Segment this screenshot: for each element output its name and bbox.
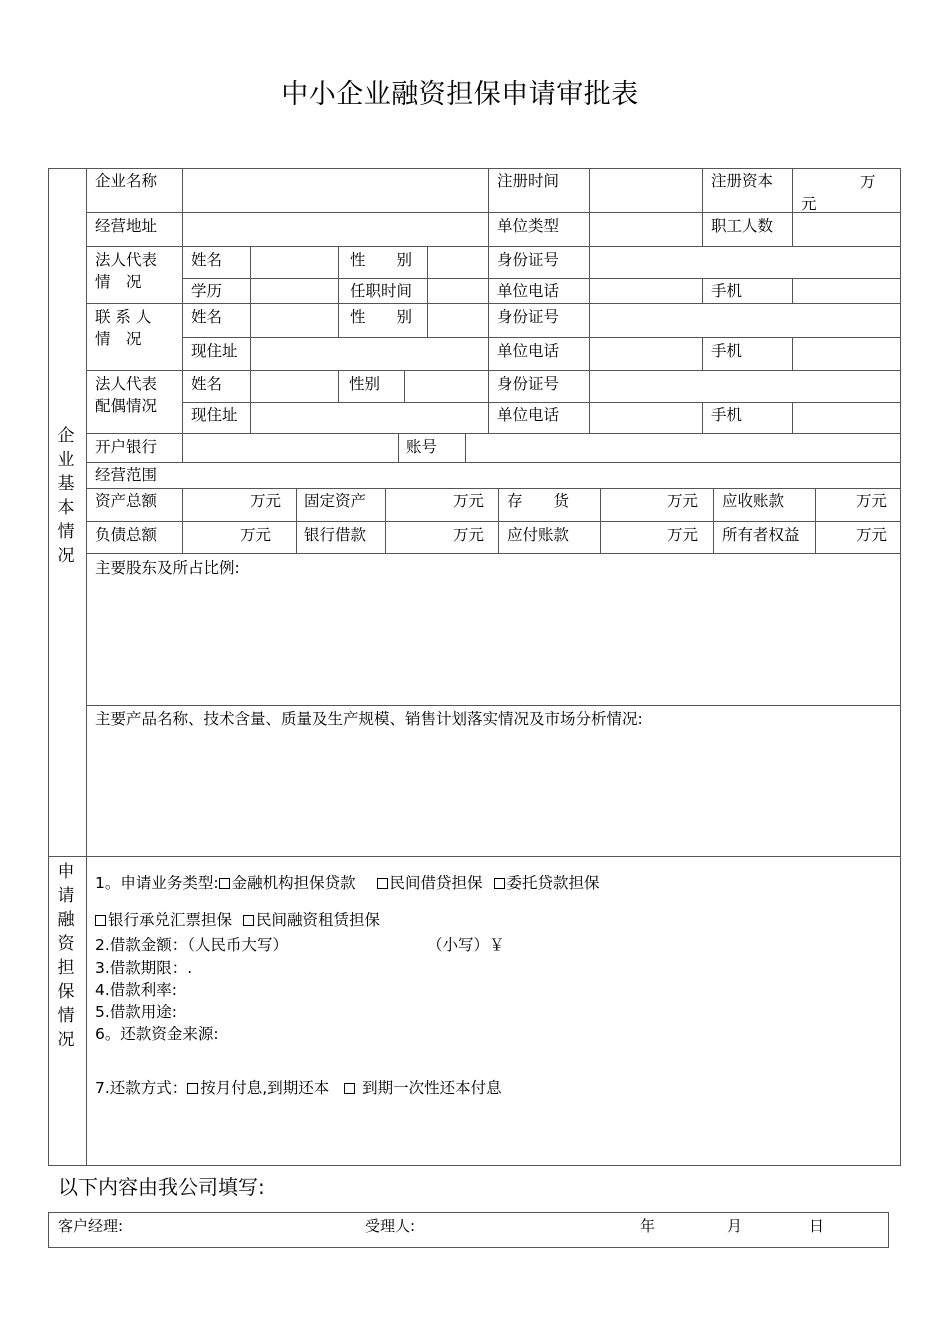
account-manager-label: 客户经理: [58, 1217, 124, 1235]
business-type-row [95, 872, 600, 894]
option-private-loan: 民间借贷担保 [389, 874, 483, 892]
repayment-source-label: 6。还款资金来源: [95, 1025, 219, 1043]
legal-rep-id-label: 身份证号 [497, 251, 560, 269]
option-financial-leasing: 民间融资租赁担保 [255, 911, 380, 929]
contact-label: 联 系 人 [95, 308, 152, 326]
contact-gender-label: 性 别 [350, 308, 413, 326]
reg-capital-label: 注册资本 [711, 172, 774, 190]
spouse-name-label: 姓名 [191, 375, 223, 393]
loan-rate-label: 4.借款利率: [95, 981, 178, 999]
receivable-unit: 万元 [856, 492, 888, 510]
section-label-guarantee-application: 申请融资担保情况 [57, 862, 75, 1050]
bank-label: 开户银行 [95, 438, 158, 456]
scope-label: 经营范围 [95, 466, 158, 484]
address-label: 经营地址 [95, 217, 158, 235]
legal-rep-label: 法人代表 [95, 251, 158, 269]
spouse-unit-phone-label: 单位电话 [497, 406, 560, 424]
spouse-id-label: 身份证号 [497, 375, 560, 393]
receivable-label: 应收账款 [722, 492, 785, 510]
handler-label: 受理人: [365, 1217, 416, 1235]
contact-id-label: 身份证号 [497, 308, 560, 326]
staff-count-label: 职工人数 [711, 217, 774, 235]
spouse-residence-label: 现住址 [191, 406, 238, 424]
checkbox-entrusted-loan[interactable] [494, 878, 505, 889]
loan-purpose-label: 5.借款用途: [95, 1003, 178, 1021]
spouse-label: 法人代表 [95, 375, 158, 393]
option-financial-loan: 金融机构担保贷款 [231, 874, 356, 892]
total-liabilities-unit: 万元 [240, 526, 272, 544]
approval-box [48, 1212, 889, 1248]
bank-loan-unit: 万元 [453, 526, 485, 544]
total-liabilities-label: 负债总额 [95, 526, 158, 544]
tenure-label: 任职时间 [350, 282, 413, 300]
option-entrusted-loan: 委托贷款担保 [506, 874, 600, 892]
equity-label: 所有者权益 [722, 526, 800, 544]
page-title: 中小企业融资担保申请审批表 [281, 79, 639, 110]
company-section-heading: 以下内容由我公司填写: [58, 1175, 265, 1199]
reg-time-label: 注册时间 [497, 172, 560, 190]
spouse-gender-label: 性别 [349, 375, 381, 393]
repayment-method-row [95, 1077, 502, 1099]
checkbox-acceptance-bill[interactable] [95, 915, 106, 926]
loan-amount-numeric-label: （小写）￥ [427, 936, 505, 954]
reg-capital-unit-wan: 万 [860, 173, 876, 191]
legal-rep-mobile-label: 手机 [711, 282, 743, 300]
option-monthly-interest: 按月付息,到期还本 [200, 1079, 330, 1097]
option-acceptance-bill: 银行承兑汇票担保 [108, 911, 233, 929]
contact-label-2: 情 况 [95, 330, 142, 348]
checkbox-monthly-interest[interactable] [187, 1083, 198, 1094]
contact-mobile-label: 手机 [711, 342, 743, 360]
unit-type-label: 单位类型 [497, 217, 560, 235]
legal-rep-gender-label: 性 别 [350, 251, 413, 269]
date-year-label: 年 [640, 1217, 656, 1235]
fixed-assets-label: 固定资产 [304, 492, 367, 510]
inventory-unit: 万元 [667, 492, 699, 510]
option-lump-sum: 到期一次性还本付息 [357, 1079, 502, 1097]
checkbox-private-loan[interactable] [377, 878, 388, 889]
loan-amount-label: 2.借款金额：（人民币大写） [95, 936, 289, 954]
spouse-label-2: 配偶情况 [95, 397, 158, 415]
checkbox-financial-loan[interactable] [219, 878, 230, 889]
bank-loan-label: 银行借款 [304, 526, 367, 544]
account-label: 账号 [406, 438, 438, 456]
contact-name-label: 姓名 [191, 308, 223, 326]
fixed-assets-unit: 万元 [453, 492, 485, 510]
payable-label: 应付账款 [507, 526, 570, 544]
shareholders-label: 主要股东及所占比例: [95, 559, 240, 577]
spouse-mobile-label: 手机 [711, 406, 743, 424]
business-type-label: 1。申请业务类型: [95, 874, 219, 892]
legal-rep-label-2: 情 况 [95, 273, 142, 291]
company-name-label: 企业名称 [95, 172, 158, 190]
business-type-row-2 [95, 909, 380, 931]
products-label: 主要产品名称、技术含量、质量及生产规模、销售计划落实情况及市场分析情况: [95, 710, 643, 728]
total-assets-unit: 万元 [250, 492, 282, 510]
checkbox-lump-sum[interactable] [344, 1083, 355, 1094]
repayment-method-label: 7.还款方式： [95, 1079, 188, 1097]
contact-unit-phone-label: 单位电话 [497, 342, 560, 360]
legal-rep-unit-phone-label: 单位电话 [497, 282, 560, 300]
equity-unit: 万元 [856, 526, 888, 544]
total-assets-label: 资产总额 [95, 492, 158, 510]
inventory-label: 存 货 [507, 492, 570, 510]
date-month-label: 月 [727, 1217, 743, 1235]
section-label-company-info: 企业基本情况 [57, 426, 75, 566]
date-day-label: 日 [809, 1217, 825, 1235]
checkbox-financial-leasing[interactable] [243, 915, 254, 926]
legal-rep-name-label: 姓名 [191, 251, 223, 269]
contact-residence-label: 现住址 [191, 342, 238, 360]
payable-unit: 万元 [667, 526, 699, 544]
reg-capital-unit-yuan: 元 [801, 195, 817, 213]
education-label: 学历 [191, 282, 223, 300]
loan-term-label: 3.借款期限：. [95, 959, 193, 977]
